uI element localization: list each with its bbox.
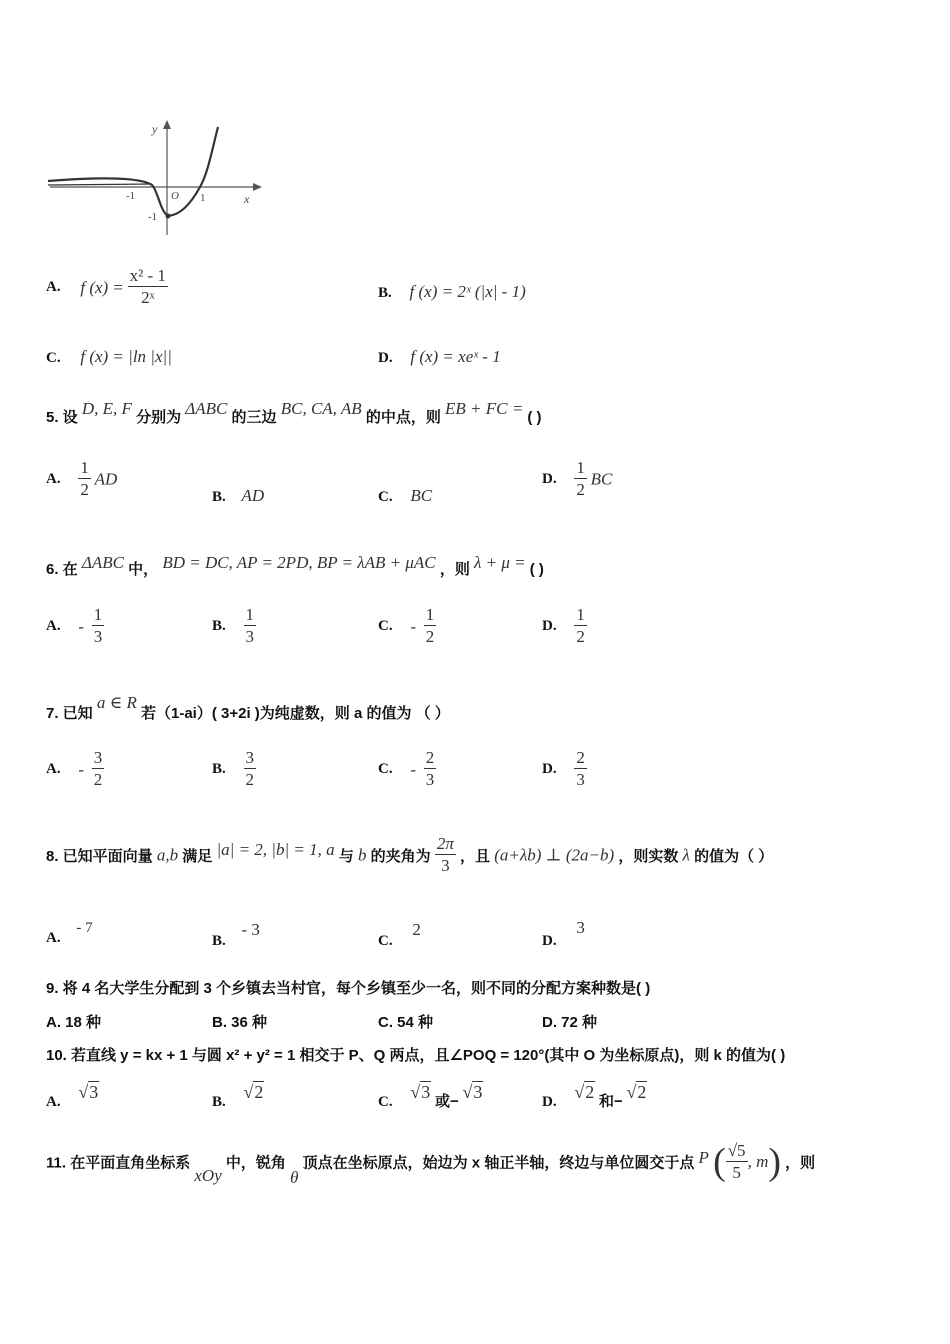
q6-math-1: ΔABC <box>81 553 124 572</box>
right-paren: ) <box>768 1141 781 1183</box>
sign: - <box>78 616 85 636</box>
q5-option-b <box>212 486 264 506</box>
origin-label: O <box>171 190 179 202</box>
q8-math-5: λ <box>682 845 690 865</box>
q10-option-b <box>212 1082 264 1111</box>
denominator: 3 <box>441 856 450 875</box>
expr: AD <box>94 469 118 489</box>
connector: 和− <box>598 1093 623 1110</box>
q11-text-2: 顶点在坐标原点，始边为 x 轴正半轴，终边与单位圆交于点 <box>302 1154 695 1172</box>
option-letter: A. <box>46 1094 61 1110</box>
option-letter: A. <box>46 279 61 295</box>
q7-option-b <box>212 748 256 791</box>
q8-text-4: ，且 <box>460 848 491 865</box>
numerator: 1 <box>425 605 435 624</box>
q9-option-c: C. 54 种 <box>378 1014 434 1031</box>
connector: 或− <box>434 1093 459 1110</box>
q5-text-4: ( ) <box>527 409 542 426</box>
sign: - <box>410 616 417 636</box>
sqrt: √2 <box>626 1082 647 1102</box>
q6-text-1: 中， <box>128 561 159 578</box>
q5-math-4: EB + FC = <box>445 399 524 418</box>
sign: - <box>410 759 417 779</box>
sign: - <box>78 759 85 779</box>
fraction <box>244 605 257 648</box>
option-letter: B. <box>212 489 226 505</box>
q4-option-a <box>46 266 168 309</box>
q8-math-1: a,b <box>156 845 179 865</box>
fraction <box>128 266 168 309</box>
q8-text-2: 与 <box>338 848 354 865</box>
q8-option-b <box>212 920 260 950</box>
denominator: 3 <box>425 770 435 789</box>
q8-math-3: b <box>357 845 367 865</box>
q6-option-d <box>542 605 587 648</box>
denominator: 3 <box>576 770 585 789</box>
q8-text-5: ，则实数 <box>618 848 679 865</box>
option-letter: B. <box>212 1094 226 1110</box>
question-8 <box>46 834 773 877</box>
fraction <box>424 605 437 648</box>
q8-text-3: 的夹角为 <box>370 848 431 865</box>
numerator: 2π <box>436 834 454 853</box>
q11-text-1: 中，锐角 <box>225 1154 286 1172</box>
denominator: 2ˣ <box>141 288 155 307</box>
q7-option-d <box>542 748 587 791</box>
denominator: 3 <box>245 627 255 646</box>
option-letter: B. <box>378 285 392 301</box>
q9-option-a: A. 18 种 <box>46 1014 102 1031</box>
tick-y-neg1: -1 <box>148 211 158 223</box>
q5-math-1: D, E, F <box>81 399 132 418</box>
expr: f (x) = |ln |x|| <box>80 347 172 366</box>
point-0-neg1 <box>166 214 171 219</box>
radicand: 2 <box>254 1082 264 1102</box>
fraction <box>574 748 587 791</box>
q10-option-c <box>378 1082 483 1111</box>
radicand: 2 <box>637 1082 647 1102</box>
numerator: 3 <box>93 748 103 767</box>
q11-math-2: θ <box>290 1168 299 1187</box>
numerator: 3 <box>245 748 255 767</box>
q10-option-a <box>46 1082 99 1111</box>
option-letter: A. <box>46 761 61 777</box>
fraction <box>244 748 257 791</box>
q8-math-4: (a+λb) ⊥ (2a−b) <box>494 845 615 865</box>
q5-option-d <box>542 458 612 501</box>
option-letter: D. <box>542 618 557 634</box>
option-letter: A. <box>46 618 61 634</box>
q5-text-2: 的三边 <box>231 409 277 426</box>
denominator: 2 <box>425 627 435 646</box>
expr: AD <box>241 486 265 505</box>
q5-text-3: 的中点，则 <box>365 409 441 426</box>
sqrt: √2 <box>243 1082 264 1102</box>
q7-option-c <box>378 748 436 791</box>
option-letter: C. <box>378 1094 393 1110</box>
y-axis-arrow <box>163 120 171 129</box>
expr: f (x) = <box>80 277 124 297</box>
q5-math-2: ΔABC <box>185 399 228 418</box>
expr: BC <box>410 486 433 505</box>
option-letter: D. <box>542 471 557 487</box>
denominator: 2 <box>245 770 255 789</box>
function-graph <box>40 115 270 240</box>
angle-fraction <box>435 834 456 877</box>
value: - 7 <box>76 920 93 936</box>
option-letter: D. <box>542 761 557 777</box>
q6-math-2: BD = DC, AP = 2PD, BP = λAB + μAC <box>162 553 436 572</box>
q5-text-1: 分别为 <box>136 409 182 426</box>
sqrt: √2 <box>574 1082 595 1102</box>
option-letter: B. <box>212 761 226 777</box>
option-letter: C. <box>378 618 393 634</box>
x-axis-arrow <box>253 183 262 191</box>
option-letter: D. <box>378 350 393 366</box>
q8-text-6: 的值为（ ） <box>694 848 774 865</box>
y-label: y <box>152 122 158 136</box>
numerator: 1 <box>576 458 585 477</box>
sqrt: √3 <box>410 1082 431 1102</box>
numerator: 2 <box>425 748 435 767</box>
denominator: 2 <box>576 627 585 646</box>
q5-option-a <box>46 458 117 501</box>
radicand: 3 <box>421 1082 431 1102</box>
question-7 <box>46 693 450 723</box>
q4-option-b <box>378 282 526 302</box>
q6-prefix: 6. 在 <box>46 561 78 578</box>
q7-prefix: 7. 已知 <box>46 705 93 722</box>
question-11 <box>46 1140 816 1187</box>
question-5 <box>46 399 542 427</box>
q6-option-a <box>46 605 104 648</box>
expr: f (x) = xeˣ - 1 <box>410 347 501 366</box>
option-letter: C. <box>378 489 393 505</box>
expr: BC <box>590 469 613 489</box>
q8-option-a <box>46 920 93 947</box>
q7-math-1: a ∈ R <box>96 693 137 712</box>
q7-text-1: 若（1-ai）( 3+2i )为纯虚数，则 a 的值为 （ ） <box>141 705 450 722</box>
curve <box>48 127 218 216</box>
q6-math-3: λ + μ = <box>474 553 526 572</box>
q8-text-1: 满足 <box>182 848 213 865</box>
q5-math-3: BC, CA, AB <box>280 399 362 418</box>
q11-math-3: P <box>698 1148 709 1167</box>
value: 2 <box>412 920 421 939</box>
fraction <box>78 458 91 501</box>
numerator: 1 <box>80 458 89 477</box>
numerator: x² - 1 <box>129 266 166 285</box>
q5-prefix: 5. 设 <box>46 409 78 426</box>
option-letter: A. <box>46 471 61 487</box>
q6-text-2: ，则 <box>439 561 470 578</box>
radicand: 2 <box>585 1082 595 1102</box>
q8-option-d <box>542 918 585 950</box>
q4-option-c <box>46 347 172 367</box>
q9-option-b: B. 36 种 <box>212 1014 268 1031</box>
radicand: 3 <box>89 1082 99 1102</box>
numerator: √5 <box>727 1140 746 1160</box>
x-label: x <box>244 192 250 206</box>
fraction <box>574 605 587 648</box>
q6-option-c <box>378 605 436 648</box>
q11-math-1: xOy <box>194 1166 222 1185</box>
sqrt: √3 <box>78 1082 99 1102</box>
value: 3 <box>576 918 585 937</box>
option-letter: D. <box>542 933 557 949</box>
option-letter: C. <box>378 933 393 949</box>
q4-option-d <box>378 347 501 367</box>
fraction <box>424 748 437 791</box>
q8-option-c <box>378 920 421 950</box>
denominator: 2 <box>576 480 585 499</box>
sqrt: √3 <box>462 1082 483 1102</box>
option-letter: D. <box>542 1094 557 1110</box>
q11-text-3: ，则 <box>785 1154 816 1172</box>
left-paren: ( <box>713 1141 726 1183</box>
radicand: 3 <box>473 1082 483 1102</box>
fraction <box>92 748 105 791</box>
q8-math-2: |a| = 2, |b| = 1, a <box>216 839 335 859</box>
option-letter: A. <box>46 930 61 946</box>
numerator: 2 <box>576 748 585 767</box>
q11-prefix: 11. 在平面直角坐标系 <box>46 1154 191 1172</box>
tick-neg1: -1 <box>126 190 136 202</box>
question-9: 9. 将 4 名大学生分配到 3 个乡镇去当村官，每个乡镇至少一名，则不同的分配方案种数是( ) <box>46 980 651 997</box>
fraction <box>92 605 105 648</box>
denominator: 3 <box>93 627 103 646</box>
q11-math-4: , m <box>747 1152 769 1171</box>
option-letter: B. <box>212 618 226 634</box>
q6-text-3: ( ) <box>529 561 544 578</box>
fraction <box>574 458 587 501</box>
q8-prefix: 8. 已知平面向量 <box>46 848 153 865</box>
option-letter: C. <box>378 761 393 777</box>
tick-1: 1 <box>200 192 206 204</box>
question-10: 10. 若直线 y = kx + 1 与圆 x² + y² = 1 相交于 P、Q 两点，且∠POQ = 120°(其中 O 为坐标原点)，则 k 的值为( ) <box>46 1047 786 1064</box>
numerator: 1 <box>93 605 103 624</box>
numerator: 1 <box>245 605 255 624</box>
value: - 3 <box>241 920 260 939</box>
denominator: 2 <box>93 770 103 789</box>
question-6 <box>46 553 544 579</box>
option-letter: C. <box>46 350 61 366</box>
q9-option-d: D. 72 种 <box>542 1014 598 1031</box>
q10-option-d <box>542 1082 647 1111</box>
q6-option-b <box>212 605 256 648</box>
q5-option-c <box>378 486 432 506</box>
denominator: 2 <box>80 480 89 499</box>
q7-option-a <box>46 748 104 791</box>
option-letter: B. <box>212 933 226 949</box>
numerator: 1 <box>576 605 585 624</box>
expr: f (x) = 2ˣ (|x| - 1) <box>409 282 526 301</box>
denominator: 5 <box>732 1162 741 1182</box>
coord-fraction <box>726 1141 748 1184</box>
